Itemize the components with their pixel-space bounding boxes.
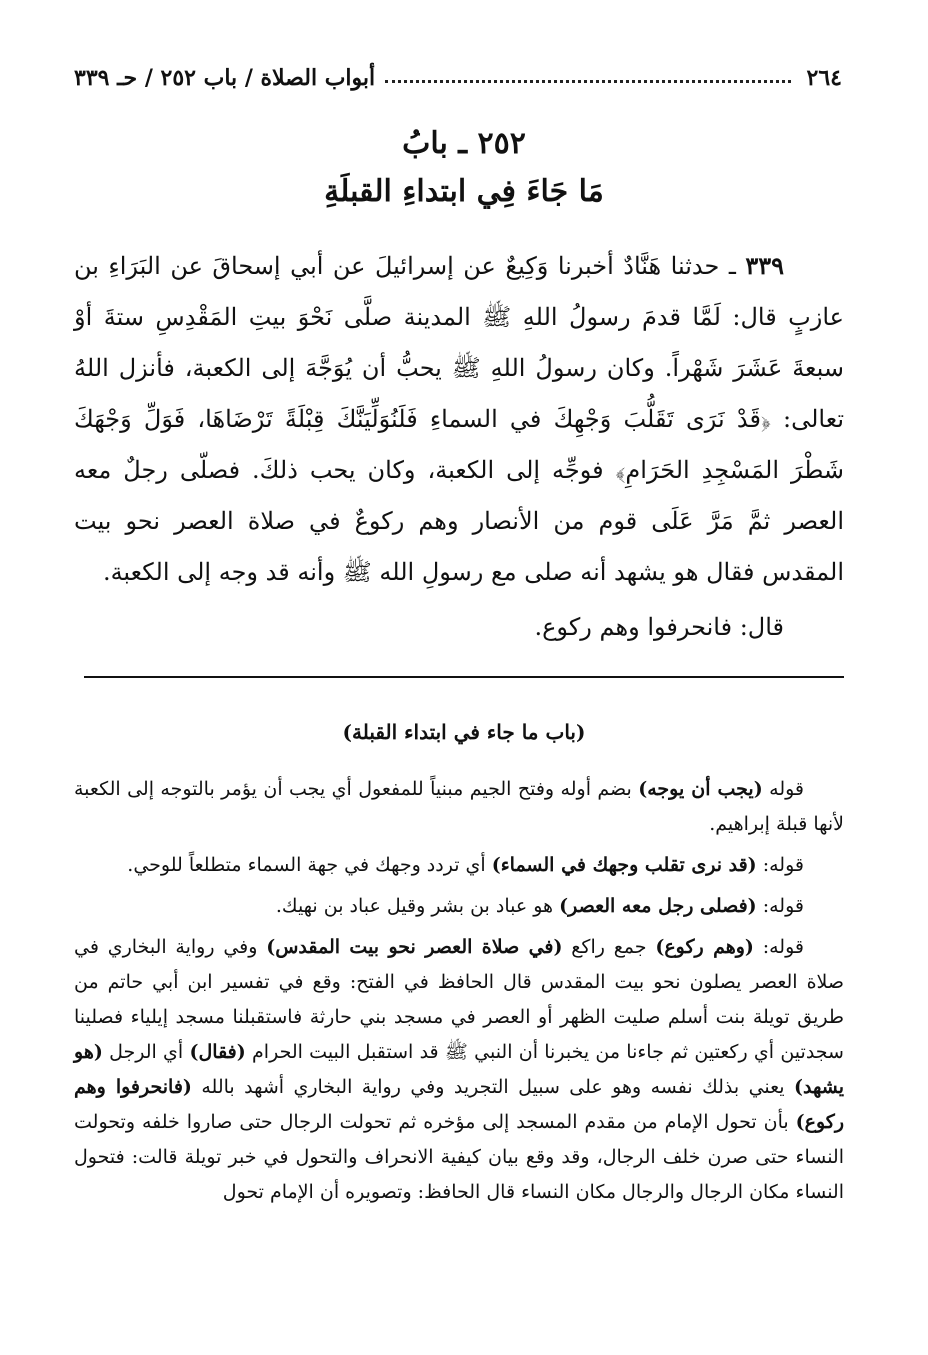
commentary-text: يعني بذلك نفسه وهو على سبيل التجريد وفي رواية البخاري أشهد بالله [191, 1076, 795, 1098]
commentary-quote: (وهم ركوع) [655, 936, 754, 958]
footnote-divider [84, 676, 844, 678]
commentary-quote: (قد نرى تقلب وجهك في السماء) [491, 854, 757, 876]
leader-dots [385, 80, 790, 83]
chapter-title: مَا جَاءَ فِي ابتداءِ القبلَةِ [324, 174, 604, 209]
commentary-text: جمع راكع [562, 936, 656, 958]
hadith-number: ٣٣٩ [745, 251, 784, 280]
commentary-quote: (فقال) [189, 1041, 246, 1063]
commentary-paragraph [74, 889, 844, 924]
commentary [74, 772, 844, 1216]
commentary-text: بأن تحول الإمام من مقدم المسجد إلى مؤخره ثم تحولت الرجال حتى صاروا خلفه وتحولت النساء حتى صرن خلف الرجال، وقد وقع بيان كيفية الانحراف والتحول في خبر تويلة قالت: فتحول النساء مكان الرجال والرجال مكان النساء قال الحافظ: وتصويره أن الإمام تحول [74, 1111, 844, 1203]
hadith-paragraph [74, 240, 844, 598]
commentary-quote: (فصلى رجل معه العصر) [559, 895, 757, 917]
commentary-text: بضم أوله وفتح الجيم مبنياً للمفعول أي يجب أن يؤمر بالتوجه إلى الكعبة لأنها قبلة إبراهيم. [74, 778, 844, 835]
hadith-closing: قال: فانحرفوا وهم ركوع. [534, 613, 784, 641]
commentary-quote: (هو يشهد) [74, 1041, 844, 1098]
commentary-lead: قوله [762, 778, 805, 800]
commentary-text: هو عباد بن بشر وقيل عباد بن نهيك. [275, 895, 560, 917]
commentary-text: أي الرجل [102, 1041, 190, 1063]
commentary-quote: (يجب أن يوجه) [638, 778, 763, 800]
commentary-text: وفي رواية البخاري في صلاة العصر يصلون نحو بيت المقدس قال الحافظ في الفتح: وقع في تفسير ابن أبي حاتم من طريق تويلة بنت أسلم صليت الظهر أو العصر في مسجد بني حارثة فاستقبلنا مسجد إيلياء فصلينا سجدتين أي ركعتين ثم جاءنا من يخبرنا أن النبي ﷺ قد استقبل البيت الحرام [74, 936, 844, 1063]
commentary-text: أي تردد وجهك في جهة السماء متطلعاً للوحي. [127, 854, 492, 876]
commentary-lead: قوله: [756, 854, 804, 876]
commentary-lead: قوله: [756, 895, 804, 917]
commentary-paragraph [74, 930, 844, 1210]
commentary-paragraph [74, 848, 844, 883]
commentary-paragraph [74, 772, 844, 842]
commentary-quote: (فانحرفوا وهم ركوع) [74, 1076, 844, 1133]
chapter-number: ٢٥٢ ـ بابُ [402, 126, 526, 161]
commentary-quote: (في صلاة العصر نحو بيت المقدس) [266, 936, 563, 958]
running-head [74, 62, 842, 94]
hadith-text [74, 240, 844, 653]
hadith-body: ـ حدثنا هَنَّادٌ أخبرنا وَكِيعٌ عن إسرائيلَ عن أبي إسحاقَ عن البَرَاءِ بن عازبٍ قال: لَمَّا قدمَ رسولُ اللهِ ﷺ المدينة صلَّى نَحْوَ بيتِ المَقْدِسِ ستةَ أوْ سبعةَ عَشَرَ شَهْراً. وكان رسولُ اللهِ ﷺ يحبُّ أن يُوَجَّهَ إلى الكعبة، فأنزل اللهُ تعالى: ﴿قَدْ نَرَى تَقَلُّبَ وَجْهِكَ في السماءِ فَلَنُوَلِّيَنَّكَ قِبْلَةً تَرْضَاهَا، فَوَلِّ وَجْهَكَ شَطْرَ المَسْجِدِ الحَرَامِ﴾ فوجِّه إلى الكعبة، وكان يحب ذلكَ. فصلّى رجلٌ معه العصر ثمَّ مَرَّ عَلَى قوم من الأنصار وهم ركوعٌ في صلاة العصر نحو بيت المقدس فقال هو يشهد أنه صلى مع رسولِ الله ﷺ وأنه قد وجه إلى الكعبة. [74, 252, 844, 586]
commentary-lead: قوله: [753, 936, 804, 958]
running-head-title: أبواب الصلاة / باب ٢٥٢ / حـ ٣٣٩ [74, 65, 376, 91]
page-number: ٢٦٤ [806, 65, 842, 91]
commentary-title: (باب ما جاء في ابتداء القبلة) [342, 720, 586, 744]
